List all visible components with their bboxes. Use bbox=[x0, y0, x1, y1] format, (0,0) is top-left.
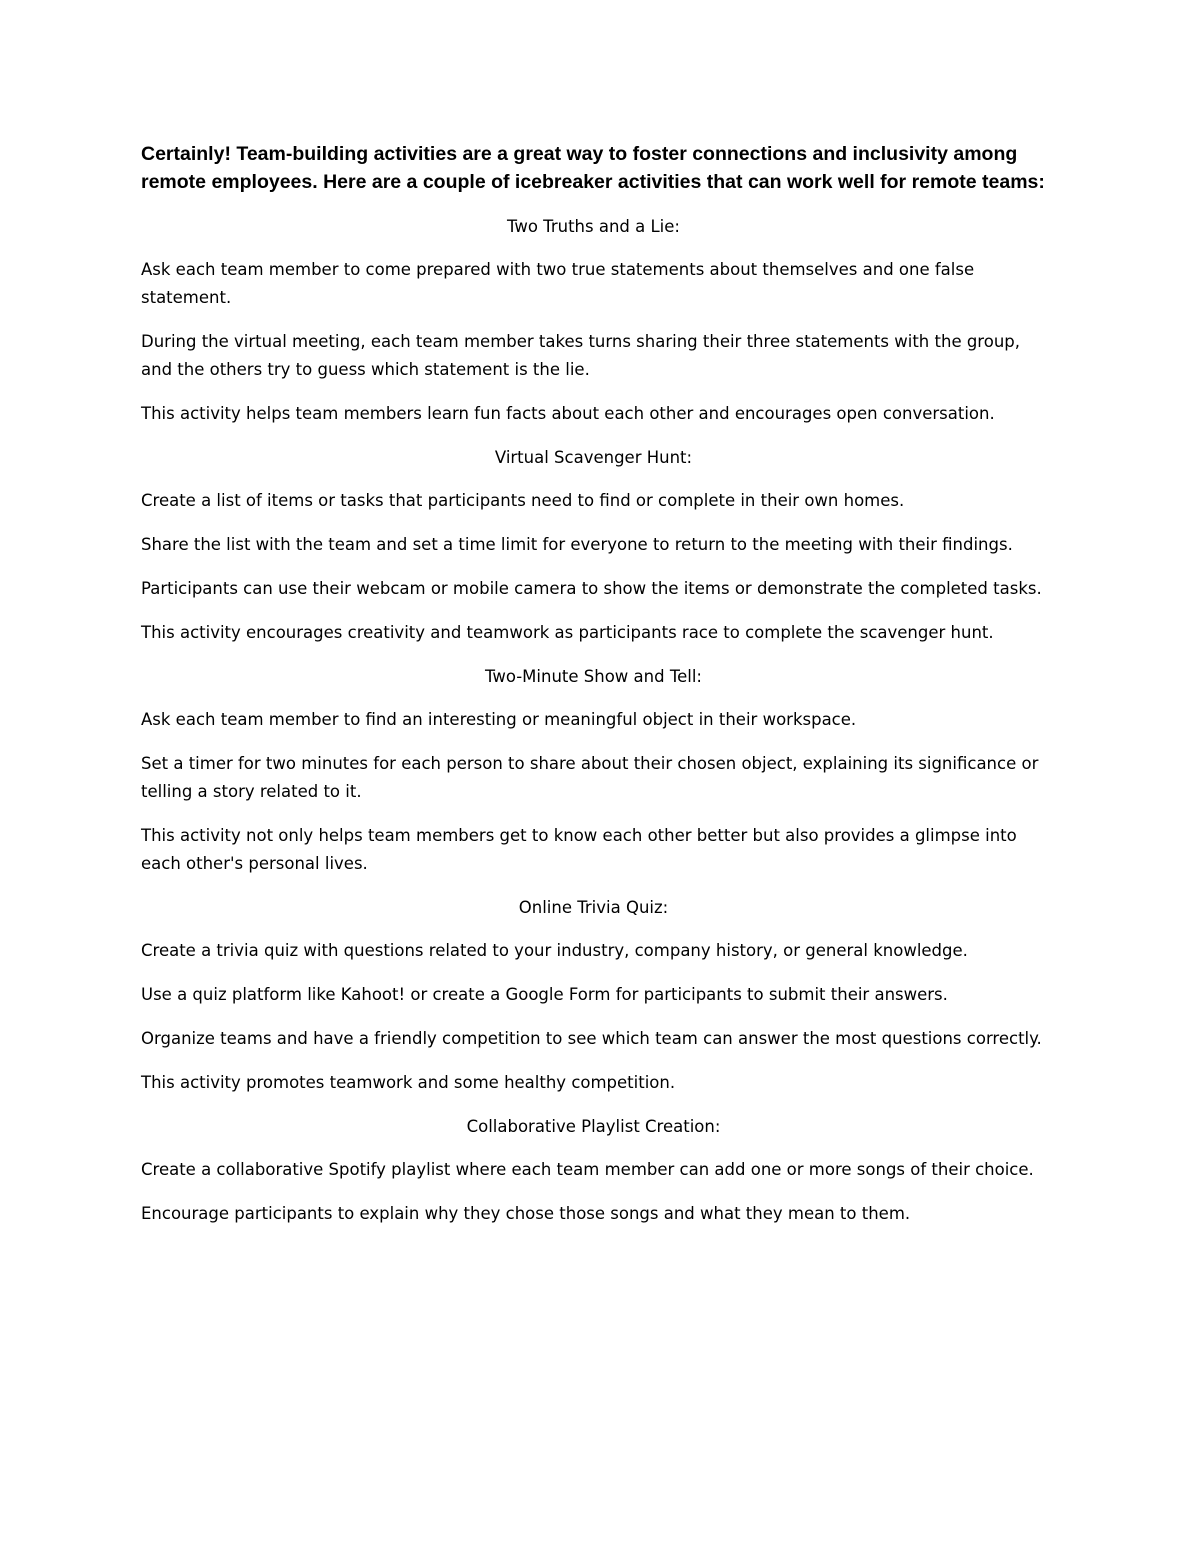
section-show-and-tell bbox=[141, 663, 1046, 878]
paragraph: This activity promotes teamwork and some healthy competition. bbox=[141, 1073, 676, 1092]
section-title: Collaborative Playlist Creation: bbox=[466, 1117, 721, 1136]
section-title: Two-Minute Show and Tell: bbox=[484, 667, 702, 686]
paragraph: Create a collaborative Spotify playlist where each team member can add one or more songs of their choice. bbox=[141, 1160, 1034, 1179]
paragraph: This activity helps team members learn fun facts about each other and encourages open conversation. bbox=[141, 404, 995, 423]
paragraph: Create a list of items or tasks that participants need to find or complete in their own homes. bbox=[141, 491, 905, 510]
paragraph: Share the list with the team and set a time limit for everyone to return to the meeting with their findings. bbox=[141, 535, 1013, 554]
section-title: Virtual Scavenger Hunt: bbox=[494, 448, 693, 467]
section-title: Two Truths and a Lie: bbox=[507, 217, 680, 236]
paragraph: Use a quiz platform like Kahoot! or create a Google Form for participants to submit their answers. bbox=[141, 985, 948, 1004]
paragraph: Encourage participants to explain why they chose those songs and what they mean to them. bbox=[141, 1204, 911, 1223]
section-two-truths bbox=[141, 213, 1046, 428]
paragraph: During the virtual meeting, each team member takes turns sharing their three statements with the group, and the others try to guess which statement is the lie. bbox=[141, 332, 1021, 379]
document-page bbox=[141, 140, 1046, 1244]
paragraph: Ask each team member to find an interesting or meaningful object in their workspace. bbox=[141, 710, 857, 729]
section-playlist bbox=[141, 1113, 1046, 1228]
section-scavenger-hunt bbox=[141, 444, 1046, 647]
paragraph: This activity not only helps team members get to know each other better but also provides a glimpse into each other's personal lives. bbox=[141, 826, 1017, 873]
section-trivia-quiz bbox=[141, 894, 1046, 1097]
paragraph: This activity encourages creativity and teamwork as participants race to complete the scavenger hunt. bbox=[141, 623, 994, 642]
intro-paragraph: Certainly! Team-building activities are a great way to foster connections and inclusivity among remote employees. Here are a couple of icebreaker activities that can work well for remote teams: bbox=[141, 143, 1045, 193]
section-title: Online Trivia Quiz: bbox=[518, 898, 669, 917]
paragraph: Create a trivia quiz with questions related to your industry, company history, or general knowledge. bbox=[141, 941, 968, 960]
paragraph: Participants can use their webcam or mobile camera to show the items or demonstrate the completed tasks. bbox=[141, 579, 1042, 598]
paragraph: Ask each team member to come prepared with two true statements about themselves and one false statement. bbox=[141, 260, 975, 307]
paragraph: Set a timer for two minutes for each person to share about their chosen object, explaining its significance or telling a story related to it. bbox=[141, 754, 1039, 801]
paragraph: Organize teams and have a friendly competition to see which team can answer the most questions correctly. bbox=[141, 1029, 1042, 1048]
